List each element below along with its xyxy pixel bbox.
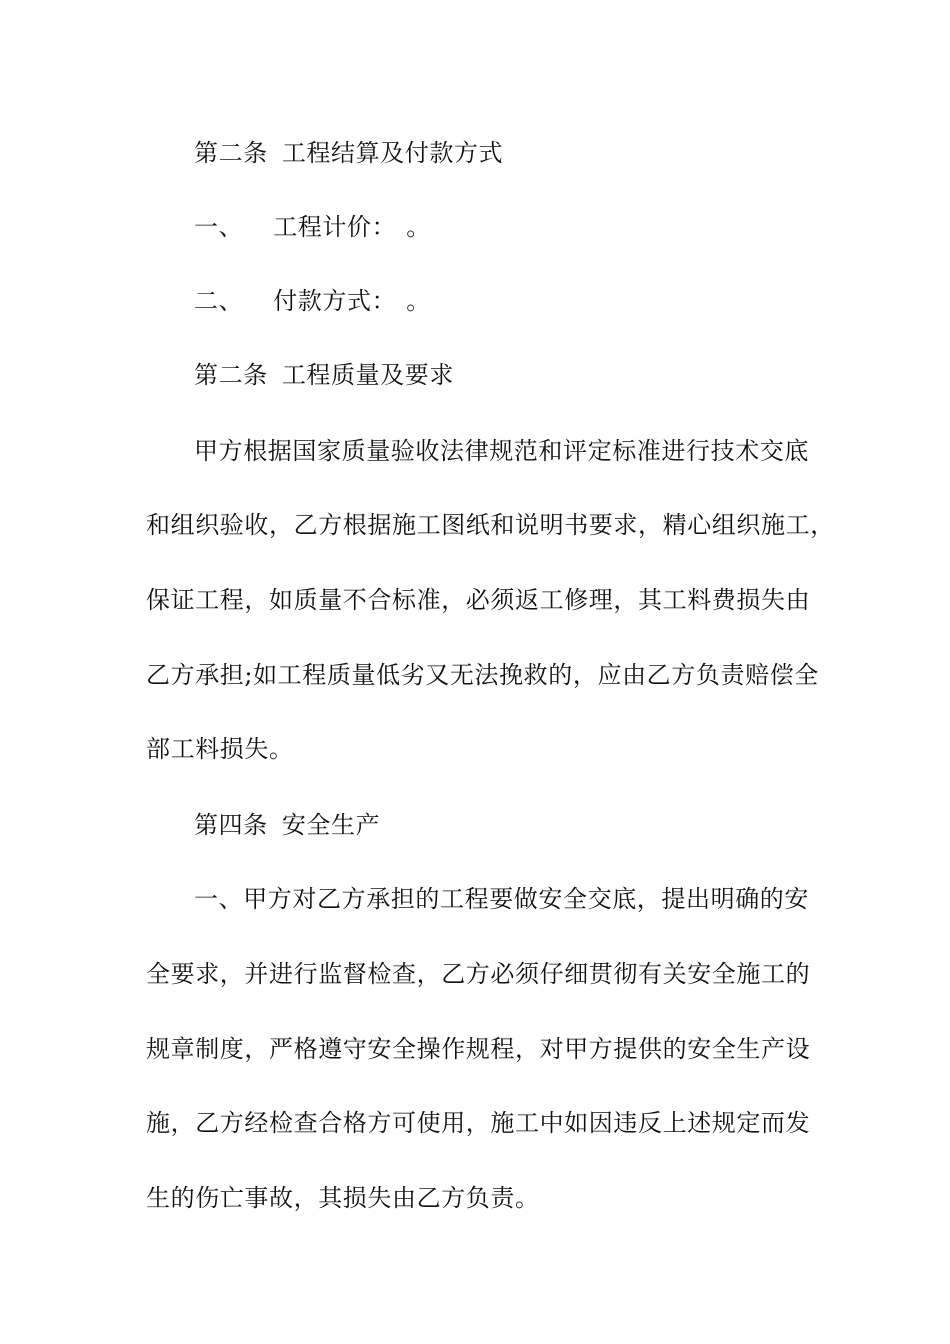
item-payment	[194, 286, 874, 316]
item-end: 。	[406, 287, 431, 315]
quality-para-line-5: 部工料损失。	[146, 735, 294, 763]
safety-para-line-4: 施，乙方经检查合格方可使用，施工中如因违反上述规定而发	[146, 1109, 811, 1137]
item-label: 付款方式：	[273, 287, 397, 315]
item-label: 工程计价：	[273, 213, 397, 241]
section-title: 安全生产	[281, 811, 381, 839]
safety-para-line-2: 全要求，并进行监督检查，乙方必须仔细贯彻有关安全施工的	[146, 960, 811, 988]
safety-para-line-5: 生的伤亡事故，其损失由乙方负责。	[146, 1184, 540, 1212]
item-number: 一、	[194, 213, 244, 241]
section-number: 第四条	[194, 811, 268, 839]
section-title: 工程质量及要求	[281, 361, 455, 389]
section-heading-settlement	[194, 138, 874, 168]
section-number: 第二条	[194, 361, 268, 389]
quality-para-line-4: 乙方承担;如工程质量低劣又无法挽救的，应由乙方负责赔偿全	[146, 661, 819, 689]
item-number: 二、	[194, 287, 244, 315]
item-end: 。	[406, 213, 431, 241]
section-heading-quality	[194, 360, 874, 390]
safety-para-line-1: 一、甲方对乙方承担的工程要做安全交底，提出明确的安	[194, 885, 809, 913]
quality-para-line-1: 甲方根据国家质量验收法律规范和评定标准进行技术交底	[194, 437, 809, 465]
safety-para-line-3: 规章制度，严格遵守安全操作规程，对甲方提供的安全生产设	[146, 1035, 811, 1063]
section-title: 工程结算及付款方式	[281, 139, 504, 167]
quality-para-line-3: 保证工程，如质量不合标准，必须返工修理，其工料费损失由	[146, 586, 811, 614]
item-pricing	[194, 212, 874, 242]
section-number: 第二条	[194, 139, 268, 167]
section-heading-safety	[194, 810, 874, 840]
quality-para-line-2: 和组织验收，乙方根据施工图纸和说明书要求，精心组织施工，	[146, 511, 835, 539]
